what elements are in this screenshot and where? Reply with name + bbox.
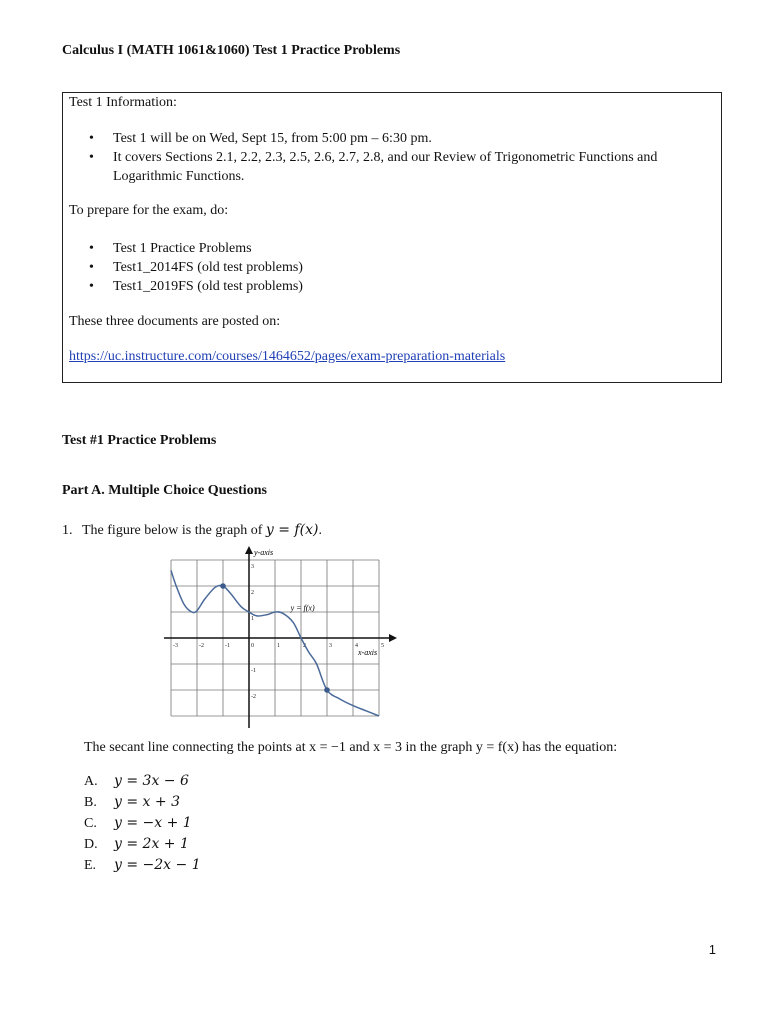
posted-text: These three documents are posted on: <box>69 314 281 329</box>
question-number: 1. <box>62 523 73 538</box>
marked-point <box>220 583 226 589</box>
info-bullet-list <box>63 129 701 186</box>
x-tick-label: -2 <box>199 643 204 649</box>
x-axis-arrow <box>389 634 397 642</box>
choice-e[interactable] <box>84 855 201 876</box>
y-tick-label: 2 <box>251 590 254 596</box>
choice-letter: B. <box>84 795 97 810</box>
y-tick-label: -2 <box>251 694 256 700</box>
question-1-prompt <box>62 522 322 539</box>
x-tick-label: 3 <box>329 643 332 649</box>
y-axis-label: y-axis <box>254 548 274 557</box>
y-tick-label: 3 <box>251 564 254 570</box>
choice-letter: D. <box>84 837 98 852</box>
choice-letter: C. <box>84 816 97 831</box>
prepare-item: • Test1_2019FS (old test problems) <box>63 277 701 296</box>
choice-letter: E. <box>84 858 97 873</box>
answer-choices <box>84 771 201 876</box>
choice-text: y = −x + 1 <box>114 815 192 831</box>
x-tick-label: 2 <box>303 643 306 649</box>
document-title: Calculus I (MATH 1061&1060) Test 1 Practice Problems <box>62 43 401 58</box>
page-number: 1 <box>708 942 716 957</box>
materials-link-wrap <box>69 349 505 365</box>
graph-tick-labels <box>173 564 384 700</box>
choice-text: y = −2x − 1 <box>114 857 201 873</box>
y-tick-label: -1 <box>251 668 256 674</box>
x-axis-label: x-axis <box>358 648 378 657</box>
prepare-item: • Test 1 Practice Problems <box>63 239 701 258</box>
x-tick-label: -1 <box>225 643 230 649</box>
secant-question-text: The secant line connecting the points at x = −1 and x = 3 in the graph y = f(x) has the equation: <box>84 740 618 755</box>
x-tick-label: 5 <box>381 643 384 649</box>
graph-axes <box>164 546 397 728</box>
choice-text: y = 2x + 1 <box>114 836 189 852</box>
question-text: The figure below is the graph of <box>82 523 266 538</box>
choice-c[interactable] <box>84 813 201 834</box>
x-tick-label: -3 <box>173 643 178 649</box>
y-axis-arrow <box>245 546 253 554</box>
x-tick-label: 1 <box>277 643 280 649</box>
choice-b[interactable] <box>84 792 201 813</box>
choice-text: y = 3x − 6 <box>114 773 189 789</box>
x-tick-label: 4 <box>355 643 358 649</box>
info-bullet: • It covers Sections 2.1, 2.2, 2.3, 2.5, 2.6, 2.7, 2.8, and our Review of Trigonometric Functions and Logarithmic Functions. <box>63 148 701 186</box>
prepare-list <box>63 239 701 296</box>
choice-text: y = x + 3 <box>114 794 180 810</box>
question-math: y = f(x) <box>265 522 319 538</box>
choice-d[interactable] <box>84 834 201 855</box>
y-tick-label: 1 <box>251 616 254 622</box>
prepare-heading: To prepare for the exam, do: <box>69 203 229 218</box>
function-graph <box>160 546 410 738</box>
marked-point <box>324 687 330 693</box>
question-text-end: . <box>318 523 322 538</box>
section-title: Test #1 Practice Problems <box>62 433 217 448</box>
choice-a[interactable] <box>84 771 201 792</box>
prepare-item: • Test1_2014FS (old test problems) <box>63 258 701 277</box>
info-heading: Test 1 Information: <box>69 95 177 110</box>
info-bullet: • Test 1 will be on Wed, Sept 15, from 5:00 pm – 6:30 pm. <box>63 129 701 148</box>
choice-letter: A. <box>84 774 98 789</box>
x-tick-label: 0 <box>251 643 254 649</box>
curve-label: y = f(x) <box>290 603 315 613</box>
test-info-box <box>62 92 722 383</box>
materials-link[interactable]: https://uc.instructure.com/courses/1464652/pages/exam-preparation-materials <box>69 349 506 364</box>
part-title: Part A. Multiple Choice Questions <box>62 483 267 498</box>
